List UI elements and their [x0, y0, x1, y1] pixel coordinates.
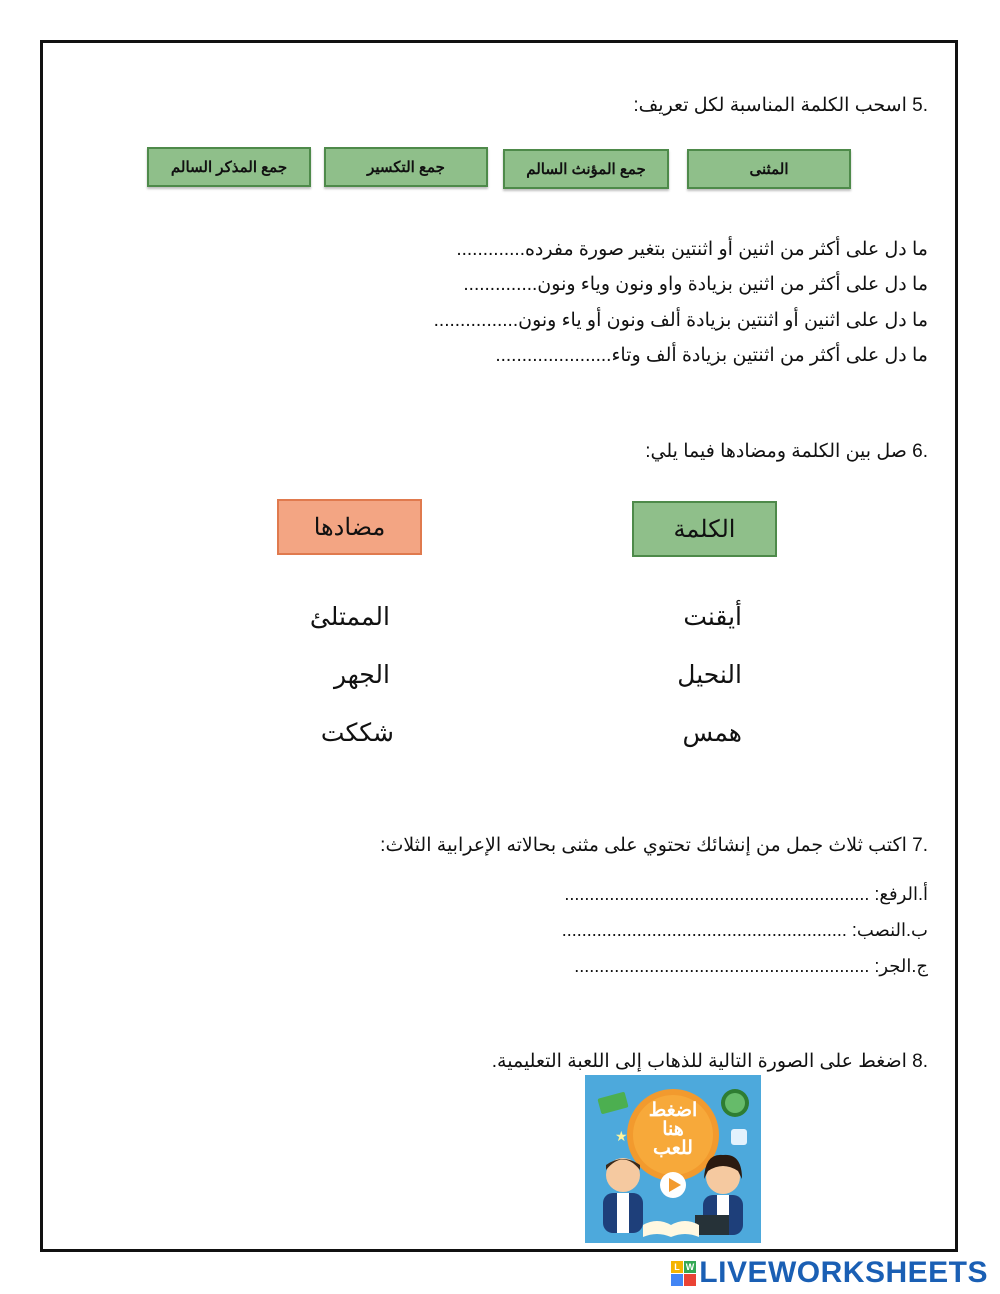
- chip-broken-plural[interactable]: جمع التكسير: [324, 147, 488, 187]
- definition-4: ما دل على أكثر من اثنتين بزيادة ألف وتاء......................: [495, 345, 928, 366]
- chip-sound-feminine-plural[interactable]: جمع المؤنث السالم: [503, 149, 669, 189]
- image-text-line-2: هنا: [662, 1119, 684, 1140]
- match-antonym-1[interactable]: الممتلئ: [309, 603, 390, 631]
- definition-1: ما دل على أكثر من اثنين أو اثنتين بتغير صورة مفرده.............: [456, 239, 928, 260]
- liveworksheets-logo[interactable]: [671, 1256, 988, 1290]
- svg-text:★: ★: [615, 1129, 628, 1145]
- boy-character: [603, 1158, 643, 1233]
- answer-nominative[interactable]: أ.الرفع: .............................................................: [564, 884, 928, 904]
- q5-title: .5 اسحب الكلمة المناسبة لكل تعريف:: [633, 95, 928, 116]
- antonym-column-header: مضادها: [277, 499, 422, 555]
- word-column-header: الكلمة: [632, 501, 777, 557]
- game-link-image[interactable]: [585, 1075, 761, 1243]
- definition-3: ما دل على اثنين أو اثنتين بزيادة ألف ونون أو ياء ونون................: [433, 310, 928, 331]
- globe-icon: [721, 1089, 749, 1117]
- logo-square-red: [684, 1274, 696, 1286]
- image-text-line-1: اضغط: [648, 1100, 698, 1121]
- match-antonym-3[interactable]: شككت: [320, 719, 394, 747]
- image-text-line-3: للعب: [653, 1138, 693, 1159]
- logo-letter-w: W: [685, 1261, 695, 1272]
- match-word-1[interactable]: أيقنت: [683, 603, 742, 631]
- chip-sound-masculine-plural[interactable]: جمع المذكر السالم: [147, 147, 311, 187]
- play-icon: [660, 1172, 686, 1198]
- image-caption: [633, 1101, 713, 1158]
- answer-genitive[interactable]: ج.الجر: ...........................................................: [574, 956, 928, 976]
- laptop-icon: [695, 1215, 729, 1235]
- brand-name: LIVEWORKSHEETS: [699, 1256, 988, 1289]
- definition-2: ما دل على أكثر من اثنين بزيادة واو ونون وياء ونون..............: [463, 274, 928, 295]
- match-word-3[interactable]: همس: [682, 719, 742, 747]
- logo-square-blue: [671, 1274, 683, 1286]
- answer-accusative[interactable]: ب.النصب: .........................................................: [561, 920, 928, 940]
- match-word-2[interactable]: النحيل: [677, 661, 742, 689]
- q8-title: .8 اضغط على الصورة التالية للذهاب إلى اللعبة التعليمية.: [491, 1051, 928, 1072]
- dice-icon: [731, 1129, 747, 1145]
- logo-mark-icon: [671, 1261, 696, 1286]
- match-antonym-2[interactable]: الجهر: [333, 661, 390, 689]
- q7-title: .7 اكتب ثلاث جمل من إنشائك تحتوي على مثنى بحالاته الإعرابية الثلاث:: [380, 835, 928, 856]
- q6-title: .6 صل بين الكلمة ومضادها فيما يلي:: [645, 441, 928, 462]
- logo-letter-l: L: [671, 1261, 683, 1273]
- chip-dual[interactable]: المثنى: [687, 149, 851, 189]
